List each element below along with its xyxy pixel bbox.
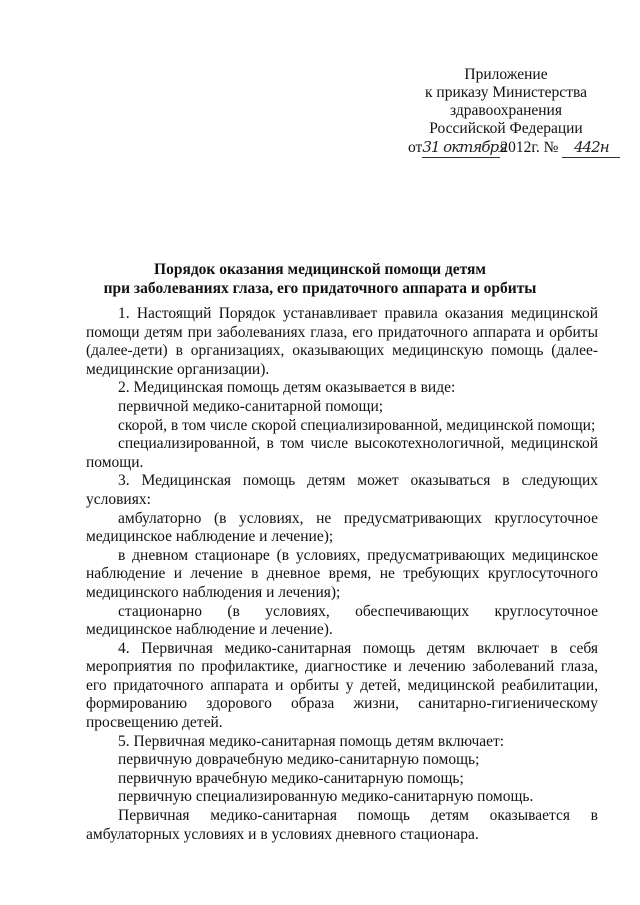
paragraph-3: 3. Медицинская помощь детям может оказываться в следующих условиях: xyxy=(86,472,598,508)
list-item: первичную специализированную медико-санитарную помощь. xyxy=(118,788,534,806)
appendix-line-4: Российской Федерации xyxy=(429,120,583,137)
appendix-block xyxy=(400,66,612,158)
number-blank xyxy=(562,138,620,158)
appendix-line-3: здравоохранения xyxy=(450,102,562,119)
list-item: первичную доврачебную медико-санитарную помощь; xyxy=(118,751,480,769)
date-prefix: от xyxy=(408,139,423,156)
appendix-line-2: к приказу Министерства xyxy=(425,84,587,101)
appendix-line-1: Приложение xyxy=(464,66,548,83)
list-item: специализированной, в том числе высокотехнологичной, медицинской помощи. xyxy=(86,435,598,471)
list-item: первичную врачебную медико-санитарную помощь; xyxy=(118,769,464,787)
title-line-2: при заболеваниях глаза, его придаточного аппарата и орбиты xyxy=(103,280,537,297)
list-item: в дневном стационаре (в условиях, предусматривающих медицинское наблюдение и лечение в дневное время, не требующих круглосуточного медицинского наблюдения и лечения); xyxy=(86,546,598,601)
document-title xyxy=(80,260,560,298)
list-item: скорой, в том числе скорой специализированной, медицинской помощи; xyxy=(118,416,596,434)
paragraph-2: 2. Медицинская помощь детям оказывается в виде: xyxy=(118,379,456,397)
handwritten-number: 442н xyxy=(574,138,609,156)
title-line-1: Порядок оказания медицинской помощи детям xyxy=(154,261,486,278)
paragraph-4: 4. Первичная медико-санитарная помощь детям включает в себя мероприятия по профилактике, диагностике и лечению заболеваний глаза, его придаточного аппарата и орбиты у детей, медицинской реабилитации, формированию здорового образа жизни, санитарно-гигиеническому просвещению детей. xyxy=(86,639,598,732)
date-blank xyxy=(422,138,508,158)
list-item: первичной медико-санитарной помощи; xyxy=(118,397,384,415)
paragraph-1: 1. Настоящий Порядок устанавливает правила оказания медицинской помощи детям при заболеваниях глаза, его придаточного аппарата и орбиты (далее-дети) в организациях, оказывающих медицинскую помощь (далее-медицинские организации). xyxy=(86,305,598,378)
list-item: стационарно (в условиях, обеспечивающих круглосуточное медицинское наблюдение и лечение). xyxy=(86,602,598,639)
list-item: амбулаторно (в условиях, не предусматривающих круглосуточное медицинское наблюдение и лечение); xyxy=(86,509,598,546)
year-text: 2012г. № xyxy=(500,139,559,156)
paragraph-5: 5. Первичная медико-санитарная помощь детям включает: xyxy=(118,732,505,750)
paragraph-6: Первичная медико-санитарная помощь детям оказывается в амбулаторных условиях и в условиях дневного стационара. xyxy=(86,807,598,843)
handwritten-date: 31 октября xyxy=(422,138,508,156)
document-body xyxy=(86,305,598,844)
order-date-line xyxy=(400,138,612,158)
